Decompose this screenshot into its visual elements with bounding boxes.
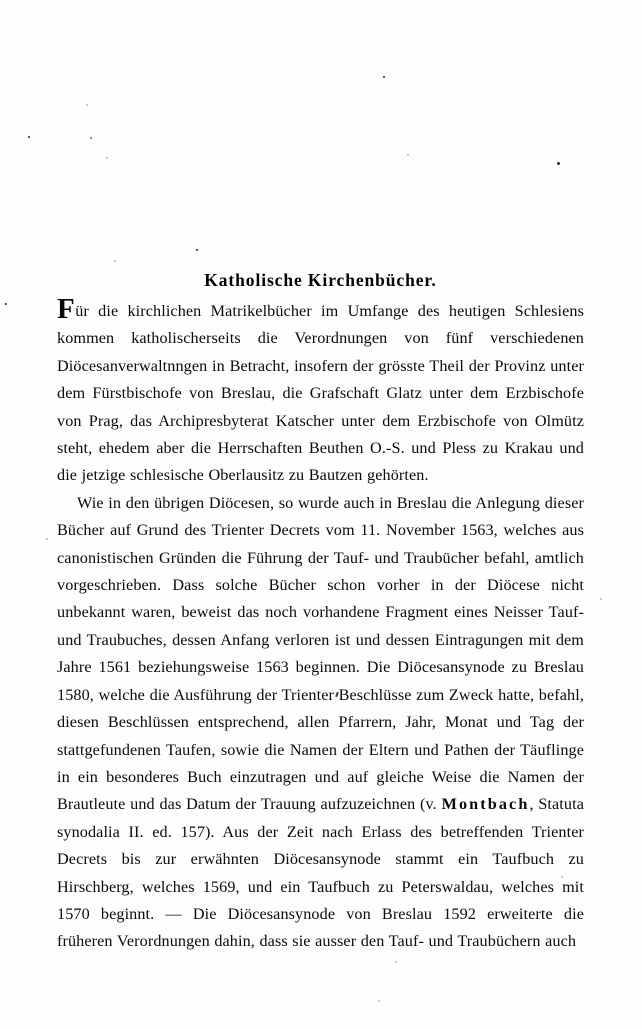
paragraph-2 xyxy=(57,490,584,956)
paragraph-1-text: ür die kirchlichen Matrikelbücher im Umfange des heutigen Schlesiens kommen katholischerseits die Verordnungen von fünf verschiedenen Diöcesanverwaltnngen in Betracht, insofern der grösste Theil der Provinz unter dem Fürstbischofe von Breslau, die Grafschaft Glatz unter dem Erzbischofe von Prag, das Archipresbyterat Katscher unter dem Erzbischofe von Olmütz steht, ehedem aber die Herrschaften Beuthen O.-S. und Pless zu Krakau und die jetzige schlesische Oberlausitz zu Bautzen gehörten. xyxy=(57,302,584,485)
scan-speck xyxy=(114,260,116,262)
scan-speck xyxy=(600,598,602,600)
scan-speck xyxy=(557,162,560,165)
drop-cap-initial: F xyxy=(57,293,75,325)
scan-speck xyxy=(395,961,397,963)
paragraph-2-text-part-2: Beschlüsse zum Zweck hatte, befahl, diesen Beschlüssen entsprechend, allen Pfarrern, Jahr, Monat und Tag der stattgefundenen Taufen, sowie die Namen der Eltern und Pathen der Täuflinge in ein besonderes Buch einzutragen und auf gleiche Weise die Namen der Brautleute und das Datum der Trauung aufzuzeichnen (v. xyxy=(57,685,584,814)
paragraph-2-text-part-1: Wie in den übrigen Diöcesen, so wurde auch in Breslau die Anlegung dieser Bücher auf Grund des Trienter Decrets vom 11. November 1563, welches aus canonistischen Gründen die Führung der Tauf- und Traubücher befahl, amtlich vorgeschrieben. Dass solche Bücher schon vorher in der Diöcese nicht unbekannt waren, beweist das noch vorhandene Fragment eines Neisser Tauf- und Traubuches, dessen Anfang verloren ist und dessen Eintragungen mit dem Jahre 1561 beziehungsweise 1563 beginnen. Die Diöcesansynode zu Breslau 1580, welche die Ausführung der Trienter xyxy=(57,493,584,704)
scan-speck xyxy=(28,136,30,138)
scan-speck xyxy=(5,303,7,305)
page-title: Katholische Kirchenbücher. xyxy=(204,270,437,290)
scan-speck xyxy=(106,157,108,159)
scan-speck xyxy=(196,249,198,251)
cited-author-name: Montbach xyxy=(441,795,530,814)
scan-speck xyxy=(46,538,48,540)
paragraph-2-text-part-3: , Statuta synodalia II. ed. 157). Aus der Zeit nach Erlass des betreffenden Trienter Decrets bis zur erwähnten Diöcesansynode stammt ein Taufbuch zu Hirschberg, welches 1569, und ein Taufbuch zu Peterswaldau, welches mit 1570 beginnt. — Die Diöcesansynode von Breslau 1592 erweiterte die früheren Verordnungen dahin, dass sie ausser den Tauf- und Traubüchern auch xyxy=(57,795,584,951)
scan-speck xyxy=(407,154,409,156)
scan-speck xyxy=(86,104,88,106)
paragraph-1 xyxy=(57,293,584,490)
text-column xyxy=(57,268,584,956)
scan-speck xyxy=(383,76,385,78)
scan-speck xyxy=(378,1000,380,1002)
scan-speck xyxy=(90,137,92,139)
